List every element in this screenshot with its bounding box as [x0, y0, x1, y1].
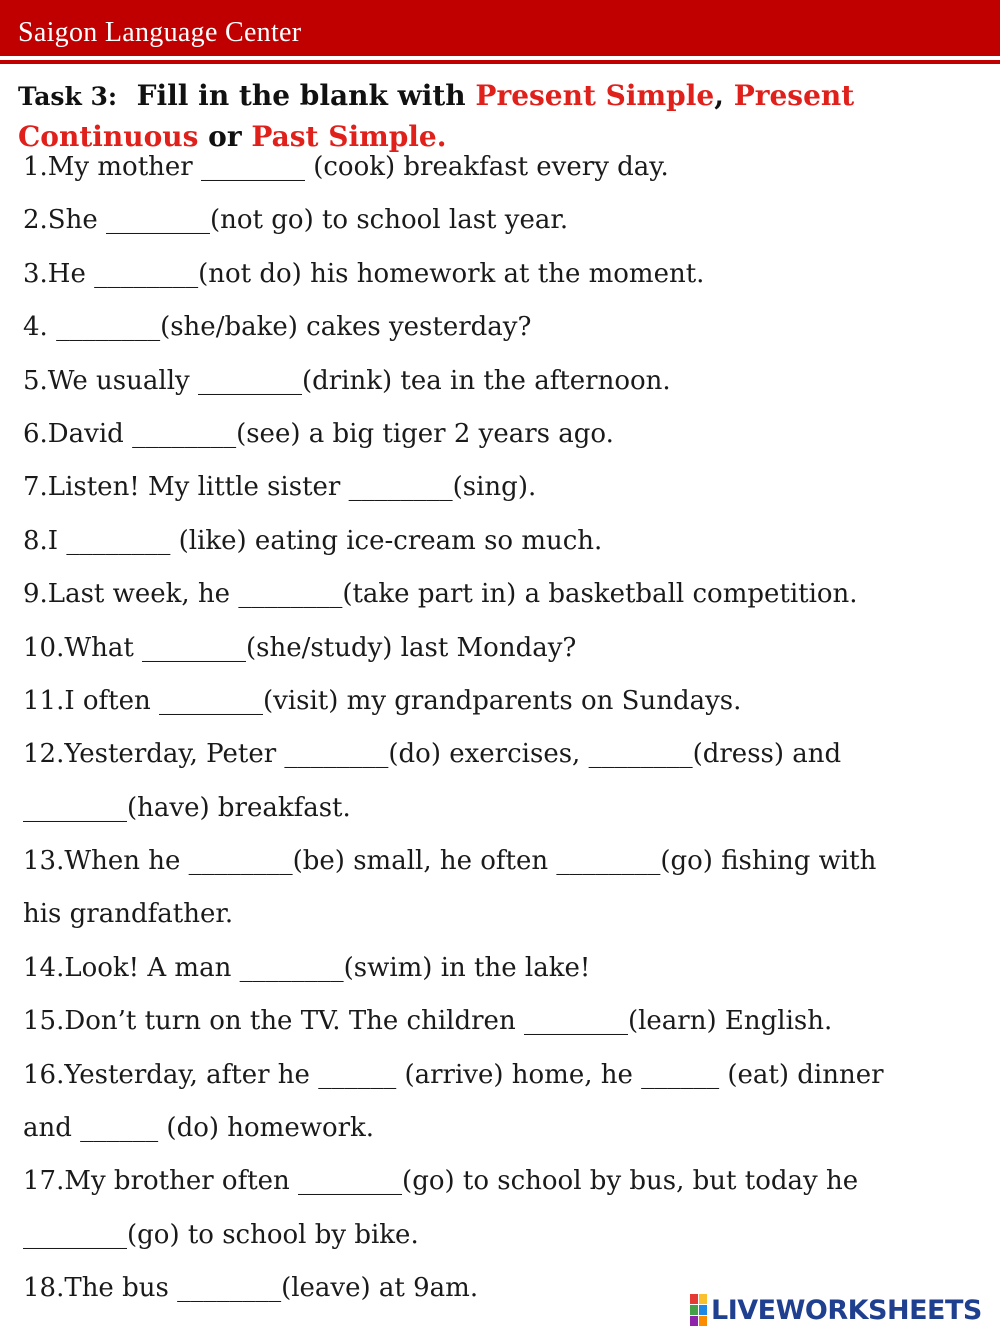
exercise-line: 7.Listen! My little sister ________(sing). — [23, 472, 537, 503]
tense-present-simple: Present Simple — [475, 79, 715, 112]
logo-square — [699, 1294, 707, 1304]
exercise-list — [23, 141, 983, 1316]
exercise-line: 2.She ________(not go) to school last year. — [23, 205, 569, 236]
header-title: Saigon Language Center — [18, 17, 302, 48]
header-bar — [0, 0, 1000, 56]
tense-past-simple: Past Simple. — [251, 120, 447, 153]
tense-present-continuous: Present Continuous — [18, 79, 855, 153]
task-separator: , — [714, 79, 724, 112]
liveworksheets-logo — [690, 1292, 982, 1328]
logo-square — [690, 1305, 698, 1315]
exercise-line: and ______ (do) homework. — [23, 1113, 375, 1144]
exercise-line: 1.My mother ________ (cook) breakfast every day. — [23, 152, 669, 182]
exercise-line: 10.What ________(she/study) last Monday? — [23, 632, 577, 663]
exercise-line: 13.When he ________(be) small, he often ________(go) fishing with — [23, 846, 877, 877]
logo-square — [690, 1294, 698, 1304]
exercise-line: 14.Look! A man ________(swim) in the lake! — [23, 952, 591, 983]
exercise-line: 8.I ________ (like) eating ice-cream so much. — [23, 525, 603, 556]
exercise-line: 12.Yesterday, Peter ________(do) exercises, ________(dress) and — [23, 739, 842, 770]
logo-square — [699, 1305, 707, 1315]
exercise-line: 5.We usually ________(drink) tea in the afternoon. — [23, 365, 671, 396]
exercise-line: 17.My brother often ________(go) to school by bus, but today he — [23, 1166, 859, 1197]
header-rule — [0, 60, 1000, 64]
exercise-line: ________(go) to school by bike. — [23, 1219, 419, 1250]
exercise-line: ________(have) breakfast. — [23, 792, 351, 823]
logo-square — [690, 1316, 698, 1326]
exercise-line: 3.He ________(not do) his homework at the moment. — [23, 258, 705, 289]
exercise-line: 18.The bus ________(leave) at 9am. — [23, 1273, 479, 1304]
exercise-line: 9.Last week, he ________(take part in) a basketball competition. — [23, 579, 858, 610]
logo-mark-icon — [690, 1294, 707, 1326]
task-text-1: Fill in the blank with — [136, 79, 466, 112]
exercise-line: 16.Yesterday, after he ______ (arrive) home, he ______ (eat) dinner — [23, 1059, 884, 1090]
logo-text: LIVEWORKSHEETS — [711, 1294, 982, 1326]
exercise-line: 4. ________(she/bake) cakes yesterday? — [23, 312, 532, 343]
exercise-line: 11.I often ________(visit) my grandparents on Sundays. — [23, 685, 742, 716]
task-text-2: or — [208, 120, 242, 153]
task-label: Task 3: — [18, 82, 118, 111]
exercise-line: his grandfather. — [23, 899, 234, 930]
exercise-line: 15.Don’t turn on the TV. The children ________(learn) English. — [23, 1006, 833, 1037]
logo-square — [699, 1316, 707, 1326]
exercise-line: 6.David ________(see) a big tiger 2 years ago. — [23, 418, 614, 449]
